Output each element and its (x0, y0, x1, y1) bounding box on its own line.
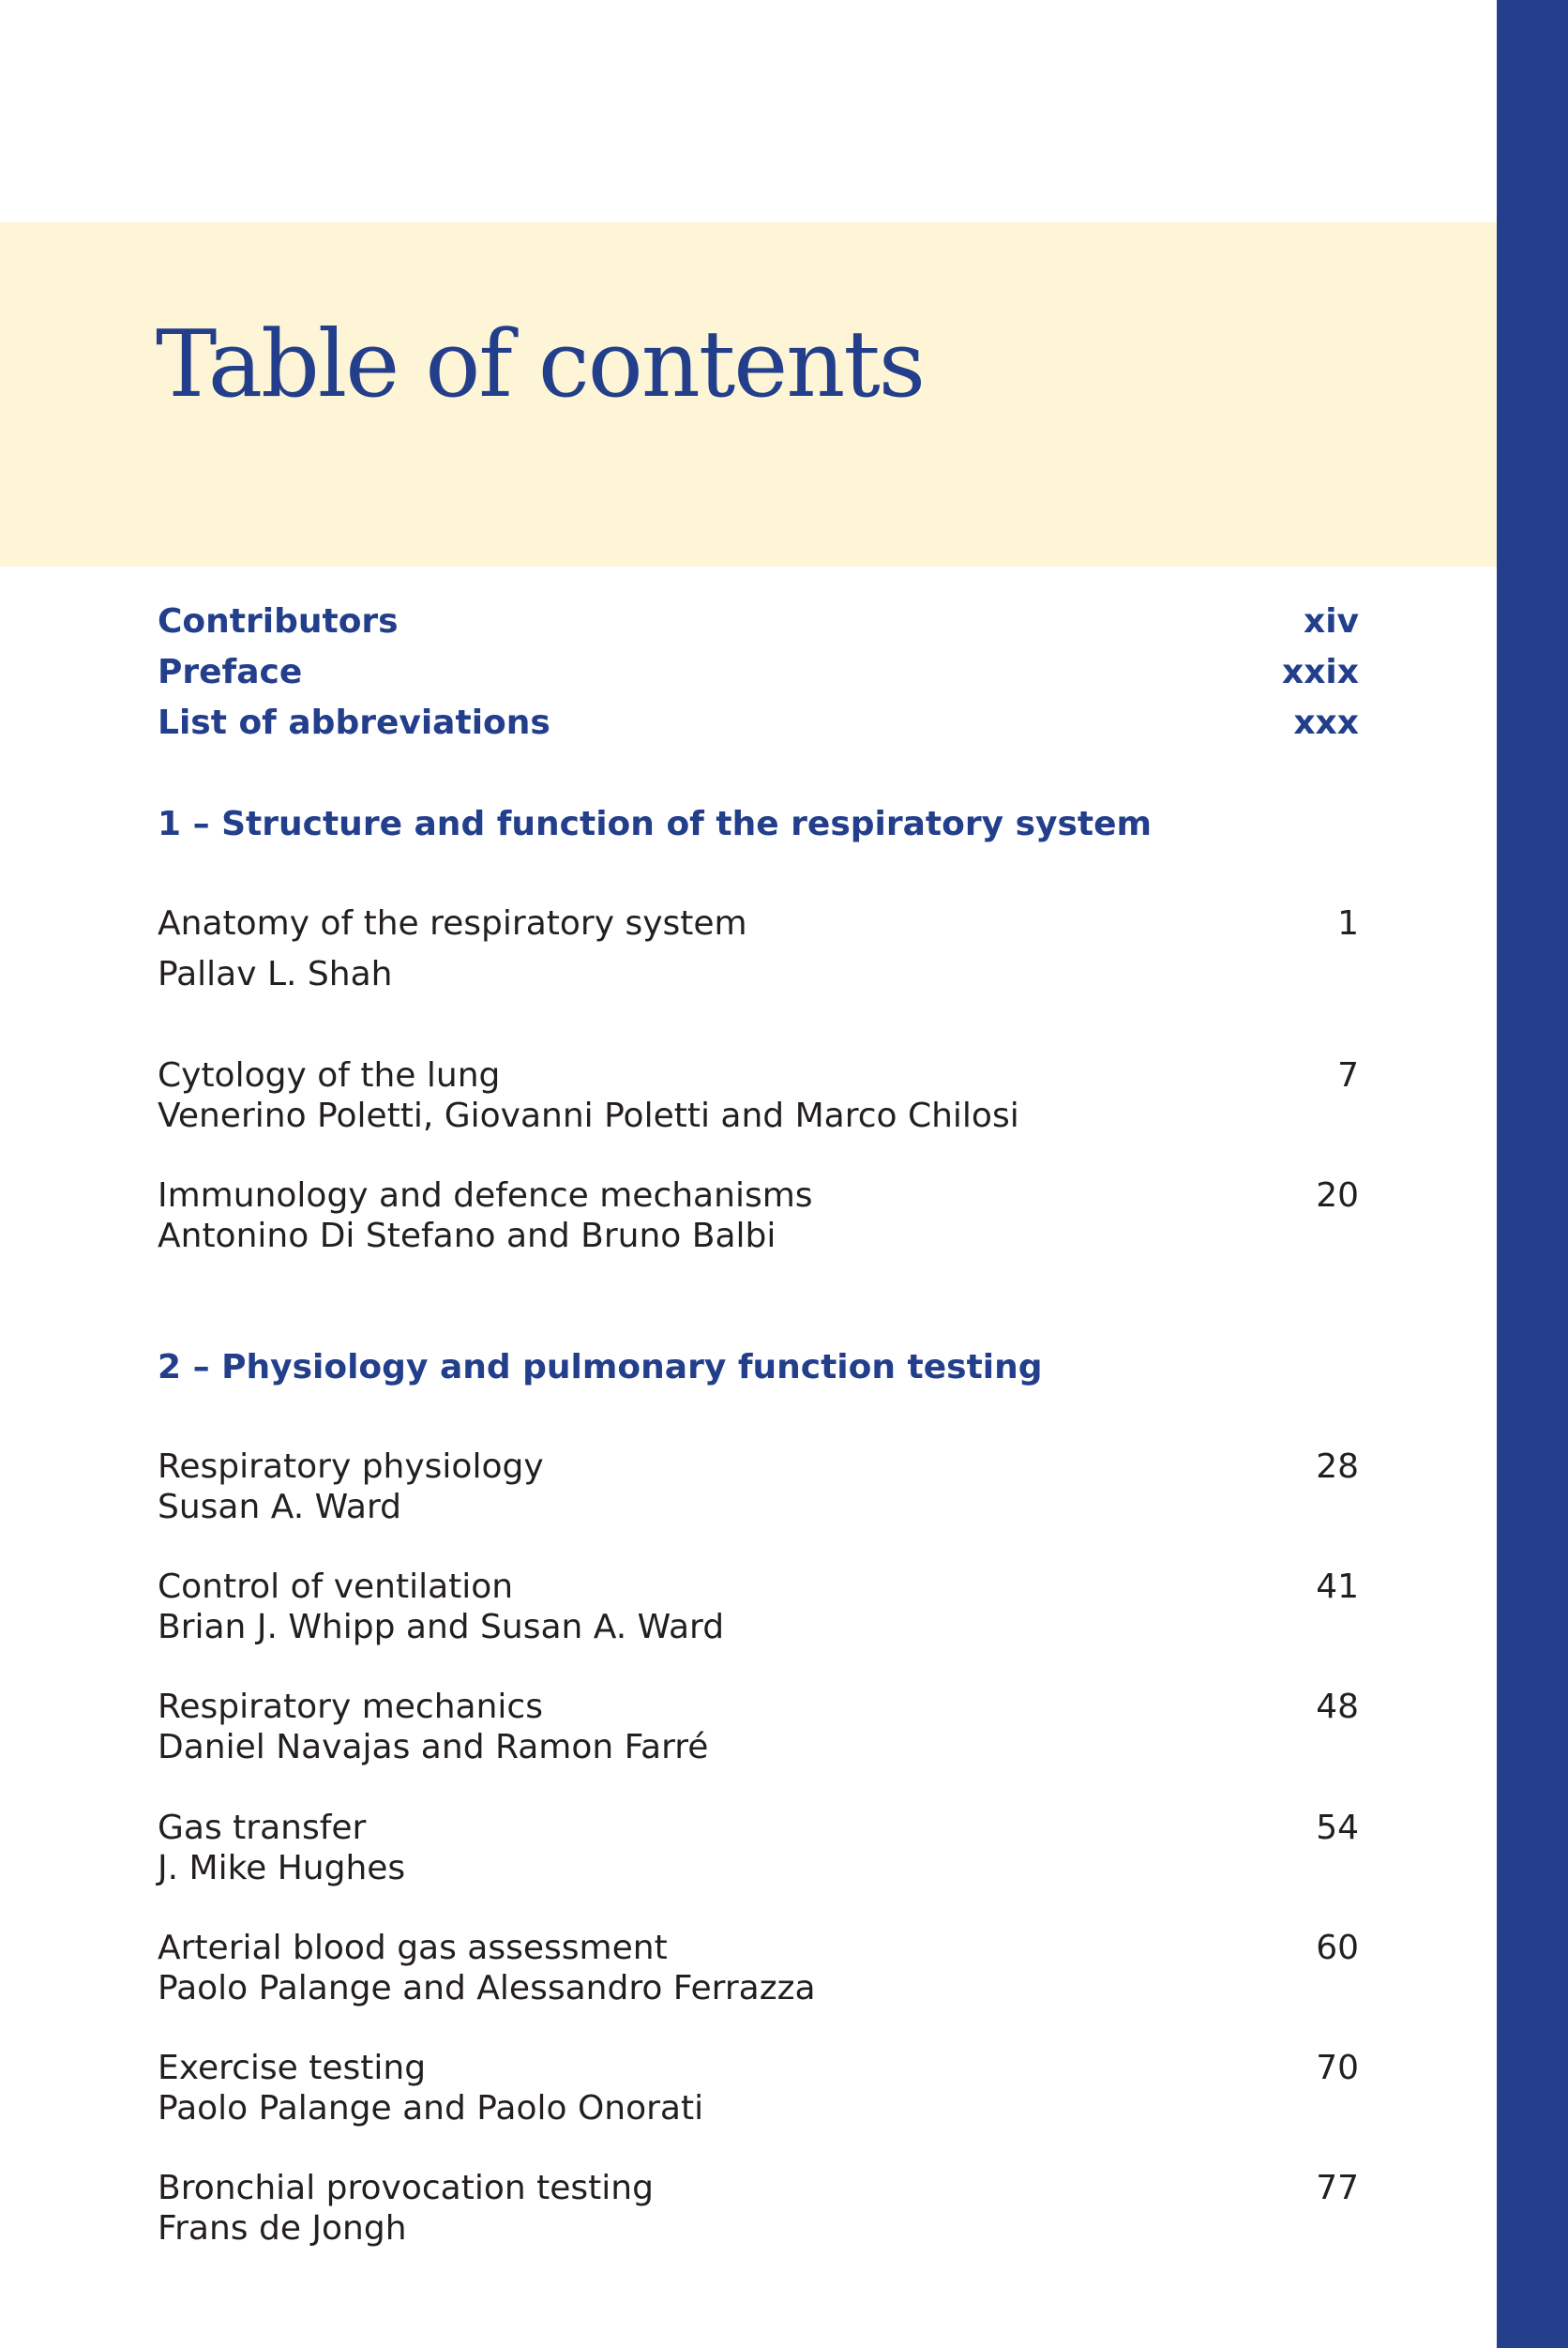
toc-entry[interactable] (158, 1055, 1359, 1136)
section-heading-1: 1 – Structure and function of the respiratory system (158, 804, 1153, 843)
toc-entry-title: Control of ventilation (158, 1568, 514, 1606)
toc-entry-page: 20 (1316, 1176, 1359, 1215)
toc-front-item-label: Preface (158, 652, 303, 691)
toc-front-item-abbreviations[interactable] (158, 697, 1359, 748)
toc-front-item-page: xxix (1281, 652, 1359, 691)
toc-entry[interactable] (158, 1447, 1359, 1527)
toc-entry[interactable] (158, 2048, 1359, 2128)
toc-front-item-label: List of abbreviations (158, 703, 550, 742)
toc-entry[interactable] (158, 1175, 1359, 1256)
toc-entry-authors: Antonino Di Stefano and Bruno Balbi (158, 1217, 776, 1255)
toc-front-item-contributors[interactable] (158, 596, 1359, 646)
toc-entry-page: 7 (1337, 1056, 1359, 1095)
toc-entry[interactable] (158, 1567, 1359, 1647)
toc-entry-page: 70 (1316, 2049, 1359, 2087)
toc-entry-authors: Daniel Navajas and Ramon Farré (158, 1728, 709, 1766)
toc-entry-page: 60 (1316, 1929, 1359, 1967)
toc-entry-authors: Venerino Poletti, Giovanni Poletti and Marco Chilosi (158, 1097, 1019, 1135)
toc-front-item-label: Contributors (158, 601, 399, 641)
toc-entry-page: 1 (1337, 904, 1359, 943)
toc-entry-title: Respiratory physiology (158, 1447, 544, 1486)
page-title: Table of contents (156, 311, 925, 418)
toc-entry-title: Cytology of the lung (158, 1056, 501, 1095)
toc-front-item-page: xxx (1293, 703, 1359, 742)
toc-entry[interactable] (158, 2168, 1359, 2249)
toc-entry-authors: J. Mike Hughes (158, 1849, 406, 1887)
toc-entry[interactable] (158, 1808, 1359, 1888)
side-accent-bar (1497, 0, 1568, 2348)
toc-entry-title: Exercise testing (158, 2049, 427, 2087)
toc-entry-title: Respiratory mechanics (158, 1688, 543, 1726)
toc-entry-authors: Susan A. Ward (158, 1488, 401, 1526)
toc-entry[interactable] (158, 903, 1359, 994)
toc-entry-authors: Brian J. Whipp and Susan A. Ward (158, 1608, 725, 1646)
toc-entry[interactable] (158, 1687, 1359, 1767)
toc-entry-title: Gas transfer (158, 1809, 367, 1847)
toc-entry-authors: Paolo Palange and Alessandro Ferrazza (158, 1969, 816, 2007)
toc-entry-page: 77 (1316, 2169, 1359, 2207)
toc-entry-page: 48 (1316, 1688, 1359, 1726)
toc-entry-title: Arterial blood gas assessment (158, 1929, 668, 1967)
toc-entry-title: Immunology and defence mechanisms (158, 1176, 813, 1215)
toc-front-item-page: xiv (1303, 601, 1359, 641)
toc-entry-page: 54 (1316, 1809, 1359, 1847)
toc-entry-page: 28 (1316, 1447, 1359, 1486)
toc-entry-title: Anatomy of the respiratory system (158, 904, 747, 943)
toc-entry-authors: Pallav L. Shah (158, 955, 393, 993)
toc-front-item-preface[interactable] (158, 646, 1359, 697)
toc-entry-authors: Frans de Jongh (158, 2209, 407, 2248)
toc-entry-authors: Paolo Palange and Paolo Onorati (158, 2089, 704, 2128)
section-heading-2: 2 – Physiology and pulmonary function testing (158, 1347, 1043, 1386)
toc-entry[interactable] (158, 1928, 1359, 2008)
toc-entry-page: 41 (1316, 1568, 1359, 1606)
toc-entry-title: Bronchial provocation testing (158, 2169, 654, 2207)
